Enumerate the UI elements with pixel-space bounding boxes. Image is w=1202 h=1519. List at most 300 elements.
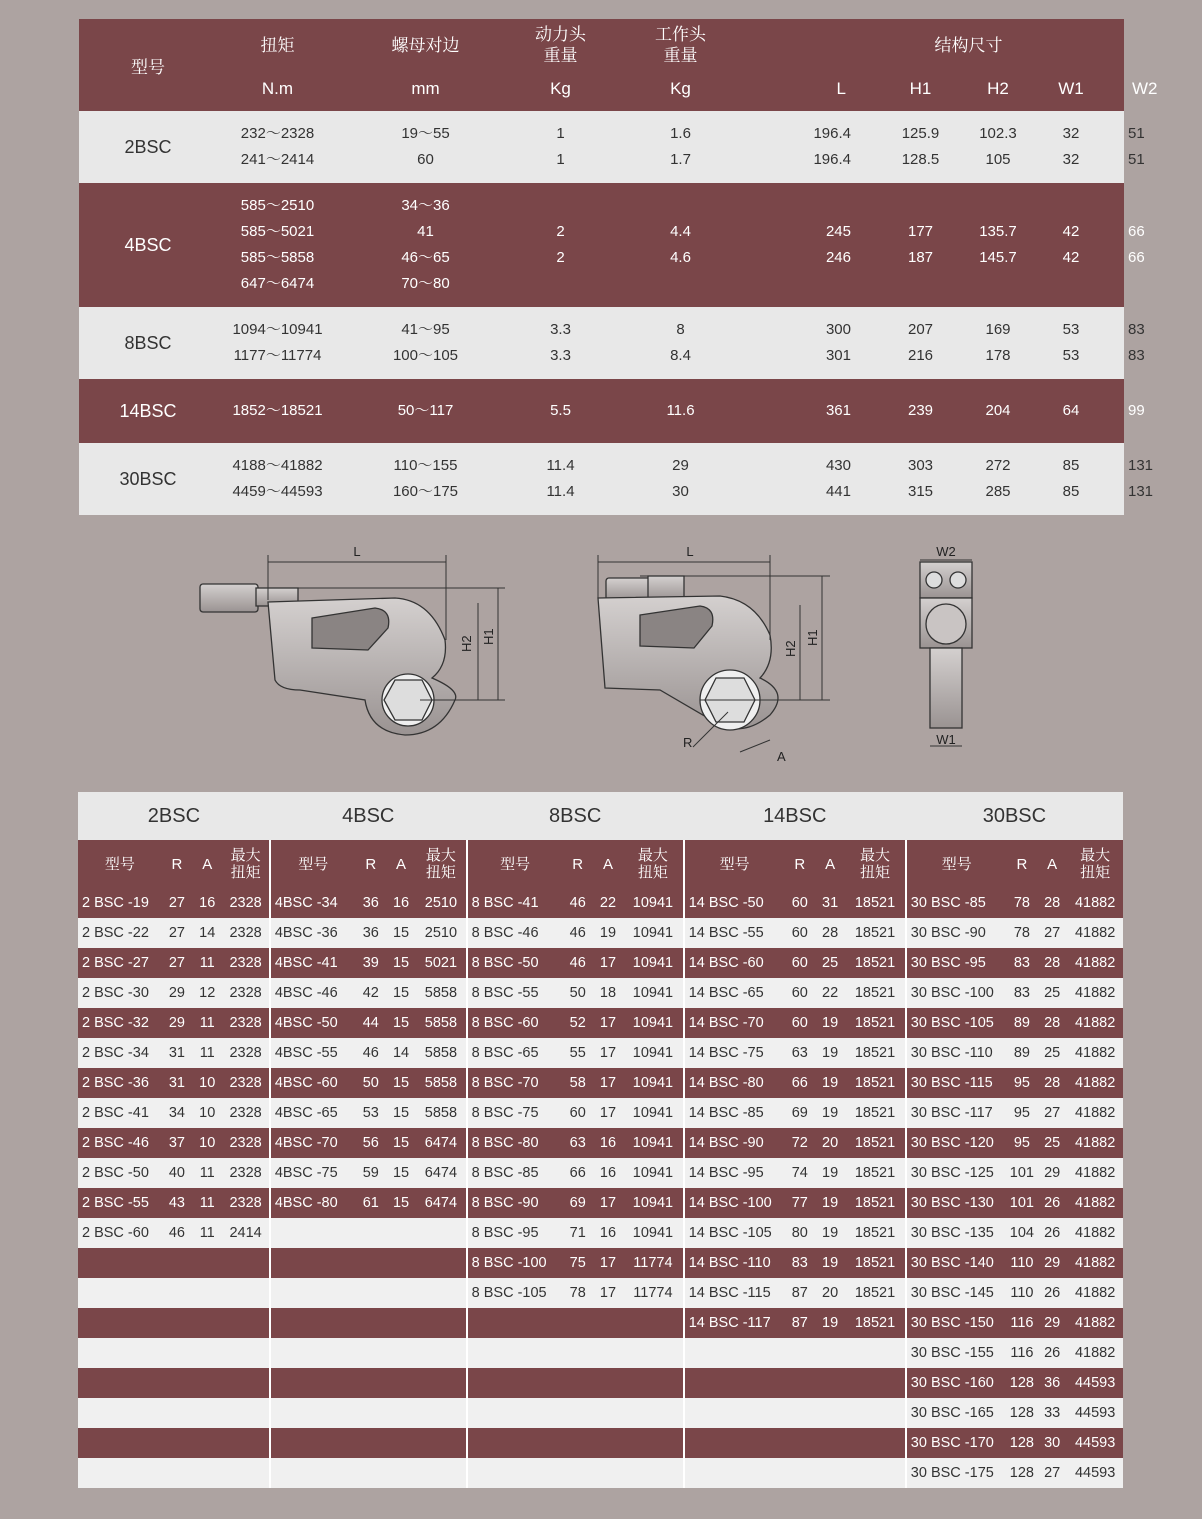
cell-r: 60 <box>785 948 815 978</box>
cell-a <box>192 1368 222 1398</box>
cell-model: 8 BSC -65 <box>467 1038 563 1068</box>
cell-max-torque: 5021 <box>416 948 466 978</box>
cell-r: 60 <box>785 978 815 1008</box>
cell-a: 19 <box>815 1068 845 1098</box>
label-W2: W2 <box>936 544 956 559</box>
cell-model: 2 BSC -46 <box>78 1128 162 1158</box>
spec-value: 430 <box>825 457 851 474</box>
model-column-header-row <box>78 840 1123 888</box>
cell-r: 116 <box>1007 1338 1037 1368</box>
label-line: 最大 <box>637 847 668 864</box>
cell-max-torque: 41882 <box>1067 1008 1123 1038</box>
cell-model: 14 BSC -95 <box>684 1158 785 1188</box>
header-line: 动力头 <box>535 25 586 44</box>
cell-max-torque <box>416 1278 466 1308</box>
spec-value: 2 <box>556 223 565 240</box>
cell-a <box>386 1398 416 1428</box>
cell-max-torque: 5858 <box>416 1038 466 1068</box>
spec-value: 8.4 <box>670 347 691 364</box>
cell-r: 60 <box>785 918 815 948</box>
cell-a: 28 <box>1037 888 1067 918</box>
cell-max-torque <box>623 1368 684 1398</box>
cell-max-torque: 18521 <box>845 1068 906 1098</box>
cell-a: 17 <box>593 1098 623 1128</box>
label-H2-middle: H2 <box>783 640 798 657</box>
cell-model: 2 BSC -19 <box>78 888 162 918</box>
cell-model: 4BSC -41 <box>270 948 356 978</box>
spec-model: 14BSC <box>79 379 217 443</box>
port-icon <box>950 572 966 588</box>
cell-r: 95 <box>1007 1068 1037 1098</box>
cell-r: 128 <box>1007 1458 1037 1488</box>
cell-max-torque: 11774 <box>623 1248 684 1278</box>
table-row <box>78 1398 1123 1428</box>
table-row <box>78 1158 1123 1188</box>
spec-cell-ph <box>513 183 608 307</box>
table-row <box>78 1218 1123 1248</box>
spec-value: 42 <box>1062 249 1080 266</box>
cell-r: 42 <box>356 978 386 1008</box>
cell-max-torque <box>416 1458 466 1488</box>
cell-a: 28 <box>815 918 845 948</box>
cell-a <box>386 1278 416 1308</box>
cell-model: 8 BSC -41 <box>467 888 563 918</box>
header-dim-L: L <box>753 67 881 111</box>
cell-r <box>785 1428 815 1458</box>
spec-value: 41～95 <box>401 321 450 338</box>
cell-max-torque: 41882 <box>1067 948 1123 978</box>
table-row <box>78 1098 1123 1128</box>
spec-cell-L <box>753 379 881 443</box>
label-R: R <box>683 735 693 750</box>
cell-model: 30 BSC -117 <box>906 1098 1007 1128</box>
cell-r: 60 <box>563 1098 593 1128</box>
spec-model: 30BSC <box>79 443 217 515</box>
spec-cell-nut <box>338 111 513 183</box>
spec-value: 2 <box>556 249 565 266</box>
cell-r: 78 <box>1007 888 1037 918</box>
cell-model: 2 BSC -41 <box>78 1098 162 1128</box>
cell-model <box>270 1428 356 1458</box>
cell-a: 19 <box>815 1188 845 1218</box>
cell-a: 28 <box>1037 1008 1067 1038</box>
cell-a: 10 <box>192 1098 222 1128</box>
cell-model <box>684 1338 785 1368</box>
cell-max-torque: 10941 <box>623 948 684 978</box>
spec-value: 60 <box>417 151 434 168</box>
cell-r: 87 <box>785 1308 815 1338</box>
header-nut-unit: mm <box>338 67 513 111</box>
header-torque: 扭矩 <box>217 19 338 67</box>
col-A-label: A <box>593 840 623 888</box>
table-row <box>78 1188 1123 1218</box>
cell-r: 27 <box>162 888 192 918</box>
cell-max-torque <box>416 1308 466 1338</box>
table-row <box>78 1368 1123 1398</box>
cell-r <box>785 1458 815 1488</box>
spec-cell-W1 <box>1036 111 1106 183</box>
cell-model: 4BSC -34 <box>270 888 356 918</box>
cell-a: 31 <box>815 888 845 918</box>
spec-value: 315 <box>907 483 934 500</box>
cell-r: 66 <box>785 1068 815 1098</box>
cell-model <box>270 1338 356 1368</box>
cell-a: 19 <box>815 1098 845 1128</box>
cell-r: 61 <box>356 1188 386 1218</box>
spec-value: 169 <box>985 321 1011 338</box>
spec-value: 4.4 <box>670 223 691 240</box>
cell-r: 72 <box>785 1128 815 1158</box>
cell-a <box>815 1338 845 1368</box>
cell-max-torque: 18521 <box>845 1008 906 1038</box>
cell-max-torque: 18521 <box>845 1248 906 1278</box>
header-dim-W2: W2 <box>1106 67 1124 111</box>
cell-max-torque: 2328 <box>222 888 269 918</box>
cell-a: 25 <box>1037 1038 1067 1068</box>
col-max-torque-label <box>222 840 269 888</box>
col-max-torque-label <box>623 840 684 888</box>
cell-model: 8 BSC -80 <box>467 1128 563 1158</box>
label-line: 扭矩 <box>230 864 261 881</box>
cell-a <box>593 1308 623 1338</box>
cell-max-torque: 10941 <box>623 888 684 918</box>
cell-max-torque: 2510 <box>416 888 466 918</box>
cell-model <box>78 1278 162 1308</box>
header-line: 重量 <box>543 46 578 65</box>
cell-max-torque: 41882 <box>1067 1308 1123 1338</box>
spec-value: 4188～41882 <box>232 457 323 474</box>
cell-model: 30 BSC -170 <box>906 1428 1007 1458</box>
cell-model: 30 BSC -85 <box>906 888 1007 918</box>
spec-row <box>79 443 1124 515</box>
cell-r <box>785 1368 815 1398</box>
spec-model: 8BSC <box>79 307 217 379</box>
motor-face <box>926 604 966 644</box>
spec-cell-wh <box>608 111 753 183</box>
spec-value: 85 <box>1062 483 1080 500</box>
cell-r: 78 <box>563 1278 593 1308</box>
cell-r <box>356 1278 386 1308</box>
cell-r: 69 <box>563 1188 593 1218</box>
cell-model: 8 BSC -100 <box>467 1248 563 1278</box>
spec-value: 30 <box>672 483 689 500</box>
cell-model: 14 BSC -65 <box>684 978 785 1008</box>
cell-model <box>467 1428 563 1458</box>
spec-value: 32 <box>1062 125 1080 142</box>
label-line: 最大 <box>860 847 891 864</box>
spec-cell-W1 <box>1036 443 1106 515</box>
cell-model: 30 BSC -115 <box>906 1068 1007 1098</box>
cell-a: 33 <box>1037 1398 1067 1428</box>
col-A-label: A <box>1037 840 1067 888</box>
model-table <box>78 792 1123 1488</box>
cell-a: 25 <box>815 948 845 978</box>
cell-max-torque: 10941 <box>623 1218 684 1248</box>
spec-value: 647～6474 <box>240 275 315 292</box>
cell-max-torque: 11774 <box>623 1278 684 1308</box>
cell-r: 66 <box>563 1158 593 1188</box>
wrench-diagrams <box>0 530 1202 780</box>
spec-cell-torque <box>217 443 338 515</box>
label-H2-left: H2 <box>459 635 474 652</box>
cell-max-torque: 18521 <box>845 1218 906 1248</box>
cell-r: 59 <box>356 1158 386 1188</box>
model-table-body <box>78 888 1123 1488</box>
col-model-label: 型号 <box>467 840 563 888</box>
cell-model: 2 BSC -55 <box>78 1188 162 1218</box>
cell-max-torque: 5858 <box>416 978 466 1008</box>
cell-a: 17 <box>593 1008 623 1038</box>
cell-r: 34 <box>162 1098 192 1128</box>
cell-model: 30 BSC -120 <box>906 1128 1007 1158</box>
cell-max-torque: 6474 <box>416 1128 466 1158</box>
cell-model <box>78 1248 162 1278</box>
cell-a: 15 <box>386 1158 416 1188</box>
cell-r: 78 <box>1007 918 1037 948</box>
cell-r: 46 <box>563 948 593 978</box>
cell-max-torque: 2510 <box>416 918 466 948</box>
cell-r <box>356 1248 386 1278</box>
label-line: 扭矩 <box>860 864 891 881</box>
cell-a: 12 <box>192 978 222 1008</box>
cell-a: 29 <box>1037 1308 1067 1338</box>
cell-r <box>563 1308 593 1338</box>
cell-max-torque: 6474 <box>416 1158 466 1188</box>
cell-a: 10 <box>192 1068 222 1098</box>
cell-a <box>192 1248 222 1278</box>
cell-r <box>162 1338 192 1368</box>
cell-r: 83 <box>785 1248 815 1278</box>
spec-cell-W2: 131 131 <box>1106 443 1124 515</box>
cell-model: 30 BSC -165 <box>906 1398 1007 1428</box>
cell-model: 14 BSC -85 <box>684 1098 785 1128</box>
cell-a <box>593 1398 623 1428</box>
cell-r: 95 <box>1007 1128 1037 1158</box>
cell-a: 20 <box>815 1278 845 1308</box>
cell-model: 30 BSC -95 <box>906 948 1007 978</box>
cell-r: 50 <box>356 1068 386 1098</box>
spec-model: 2BSC <box>79 111 217 183</box>
cell-a: 27 <box>1037 918 1067 948</box>
cell-model <box>467 1368 563 1398</box>
cell-model: 30 BSC -105 <box>906 1008 1007 1038</box>
cell-model <box>270 1398 356 1428</box>
cell-r: 60 <box>785 1008 815 1038</box>
cell-model: 4BSC -80 <box>270 1188 356 1218</box>
cell-max-torque <box>845 1368 906 1398</box>
cell-max-torque <box>416 1398 466 1428</box>
spec-value: 100～105 <box>392 347 459 364</box>
cell-model: 2 BSC -34 <box>78 1038 162 1068</box>
cell-a: 20 <box>815 1128 845 1158</box>
spec-value: 11.4 <box>546 483 575 500</box>
spec-cell-H1 <box>881 111 960 183</box>
cell-model: 30 BSC -155 <box>906 1338 1007 1368</box>
cell-a <box>593 1338 623 1368</box>
cell-model: 30 BSC -160 <box>906 1368 1007 1398</box>
spec-value: 53 <box>1062 347 1080 364</box>
front-arm <box>930 648 962 728</box>
cell-r: 63 <box>563 1128 593 1158</box>
cell-a <box>593 1458 623 1488</box>
cell-r: 36 <box>356 888 386 918</box>
label-W1: W1 <box>936 732 956 747</box>
spec-cell-W2: 51 51 <box>1106 111 1124 183</box>
spec-value: 178 <box>985 347 1011 364</box>
spec-value: 204 <box>985 402 1011 419</box>
spec-cell-wh <box>608 307 753 379</box>
cell-max-torque: 44593 <box>1067 1458 1123 1488</box>
cell-model: 4BSC -65 <box>270 1098 356 1128</box>
cell-r: 87 <box>785 1278 815 1308</box>
cell-max-torque: 10941 <box>623 1068 684 1098</box>
cell-model <box>467 1338 563 1368</box>
spec-value: 128.5 <box>901 151 940 168</box>
col-max-torque-label <box>416 840 466 888</box>
label-line: 最大 <box>230 847 261 864</box>
spec-value: 102.3 <box>979 125 1017 142</box>
cell-a <box>192 1398 222 1428</box>
cell-a: 11 <box>192 948 222 978</box>
header-dimensions: 结构尺寸 <box>753 19 1124 67</box>
cell-model: 2 BSC -32 <box>78 1008 162 1038</box>
cell-r <box>356 1368 386 1398</box>
cell-a: 16 <box>593 1218 623 1248</box>
cell-max-torque: 10941 <box>623 1098 684 1128</box>
spec-cell-H1 <box>881 443 960 515</box>
cell-a: 14 <box>386 1038 416 1068</box>
spec-value: 196.4 <box>813 125 851 142</box>
cell-a: 15 <box>386 978 416 1008</box>
cell-r: 52 <box>563 1008 593 1038</box>
col-max-torque-label <box>1067 840 1123 888</box>
wrench-side-view-middle <box>598 576 778 730</box>
table-row <box>78 1428 1123 1458</box>
cell-model <box>270 1458 356 1488</box>
spec-row <box>79 183 1124 307</box>
cell-max-torque <box>222 1248 269 1278</box>
spec-value: 145.7 <box>979 249 1017 266</box>
cell-r: 110 <box>1007 1248 1037 1278</box>
cell-a <box>593 1368 623 1398</box>
cell-a: 26 <box>1037 1338 1067 1368</box>
spec-value: 1 <box>556 125 565 142</box>
cell-max-torque: 2328 <box>222 978 269 1008</box>
col-model-label: 型号 <box>684 840 785 888</box>
cell-r: 56 <box>356 1128 386 1158</box>
cell-model: 30 BSC -130 <box>906 1188 1007 1218</box>
cell-a: 16 <box>192 888 222 918</box>
cell-r <box>563 1368 593 1398</box>
cell-r: 77 <box>785 1188 815 1218</box>
spec-value: 246 <box>825 249 851 266</box>
spec-cell-L <box>753 183 881 307</box>
cell-max-torque: 41882 <box>1067 1338 1123 1368</box>
cell-a <box>386 1218 416 1248</box>
cell-a <box>386 1368 416 1398</box>
cell-a <box>815 1398 845 1428</box>
header-dim-H1: H1 <box>881 67 960 111</box>
cell-r: 39 <box>356 948 386 978</box>
spec-value: 85 <box>1062 457 1080 474</box>
cell-max-torque: 18521 <box>845 1278 906 1308</box>
header-dim-W1: W1 <box>1036 67 1106 111</box>
cell-model: 2 BSC -30 <box>78 978 162 1008</box>
cell-model: 30 BSC -135 <box>906 1218 1007 1248</box>
cell-r <box>162 1278 192 1308</box>
spec-cell-ph <box>513 443 608 515</box>
cell-r <box>356 1428 386 1458</box>
cell-max-torque <box>416 1428 466 1458</box>
spec-value: 585～5858 <box>240 249 315 266</box>
header-work-head-weight <box>608 19 753 67</box>
cell-max-torque: 10941 <box>623 1008 684 1038</box>
spec-value: 303 <box>907 457 934 474</box>
cell-model <box>78 1338 162 1368</box>
cell-max-torque: 41882 <box>1067 1038 1123 1068</box>
spec-value: 441 <box>825 483 851 500</box>
spec-value: 135.7 <box>979 223 1017 240</box>
cell-max-torque: 41882 <box>1067 918 1123 948</box>
cell-a: 11 <box>192 1218 222 1248</box>
cell-a: 17 <box>593 1068 623 1098</box>
model-group-title-row <box>78 792 1123 840</box>
header-power-head-unit: Kg <box>513 67 608 111</box>
spec-value: 19～55 <box>401 125 450 142</box>
wrench-side-view-left <box>200 584 456 735</box>
cell-max-torque: 41882 <box>1067 978 1123 1008</box>
cell-r: 128 <box>1007 1428 1037 1458</box>
spec-value: 70～80 <box>401 275 450 292</box>
swivel-coupler <box>200 584 258 612</box>
cell-model <box>78 1308 162 1338</box>
cell-r: 71 <box>563 1218 593 1248</box>
cell-r: 116 <box>1007 1308 1037 1338</box>
spec-cell-W1 <box>1036 307 1106 379</box>
spec-value: 1.6 <box>670 125 691 142</box>
spec-value: 1852～18521 <box>232 402 323 419</box>
cell-a: 19 <box>815 1218 845 1248</box>
cell-a: 19 <box>815 1008 845 1038</box>
cell-a: 18 <box>593 978 623 1008</box>
spec-cell-L <box>753 443 881 515</box>
col-model-label: 型号 <box>270 840 356 888</box>
cell-r: 50 <box>563 978 593 1008</box>
cell-a <box>192 1458 222 1488</box>
cell-r: 89 <box>1007 1038 1037 1068</box>
cell-model: 8 BSC -75 <box>467 1098 563 1128</box>
cell-r <box>356 1338 386 1368</box>
cell-a <box>386 1248 416 1278</box>
spec-cell-L <box>753 307 881 379</box>
cell-max-torque: 10941 <box>623 1038 684 1068</box>
cell-r: 27 <box>162 918 192 948</box>
cell-r: 128 <box>1007 1398 1037 1428</box>
cell-a: 10 <box>192 1128 222 1158</box>
spec-table <box>79 19 1158 515</box>
cell-r <box>785 1338 815 1368</box>
cell-r <box>563 1458 593 1488</box>
spec-value: 239 <box>907 402 934 419</box>
cell-max-torque: 41882 <box>1067 888 1123 918</box>
cell-max-torque <box>222 1398 269 1428</box>
cell-max-torque: 18521 <box>845 978 906 1008</box>
spec-value: 11.4 <box>546 457 575 474</box>
cell-max-torque: 5858 <box>416 1068 466 1098</box>
cell-r <box>563 1398 593 1428</box>
cell-model: 8 BSC -70 <box>467 1068 563 1098</box>
spec-value: 207 <box>907 321 934 338</box>
